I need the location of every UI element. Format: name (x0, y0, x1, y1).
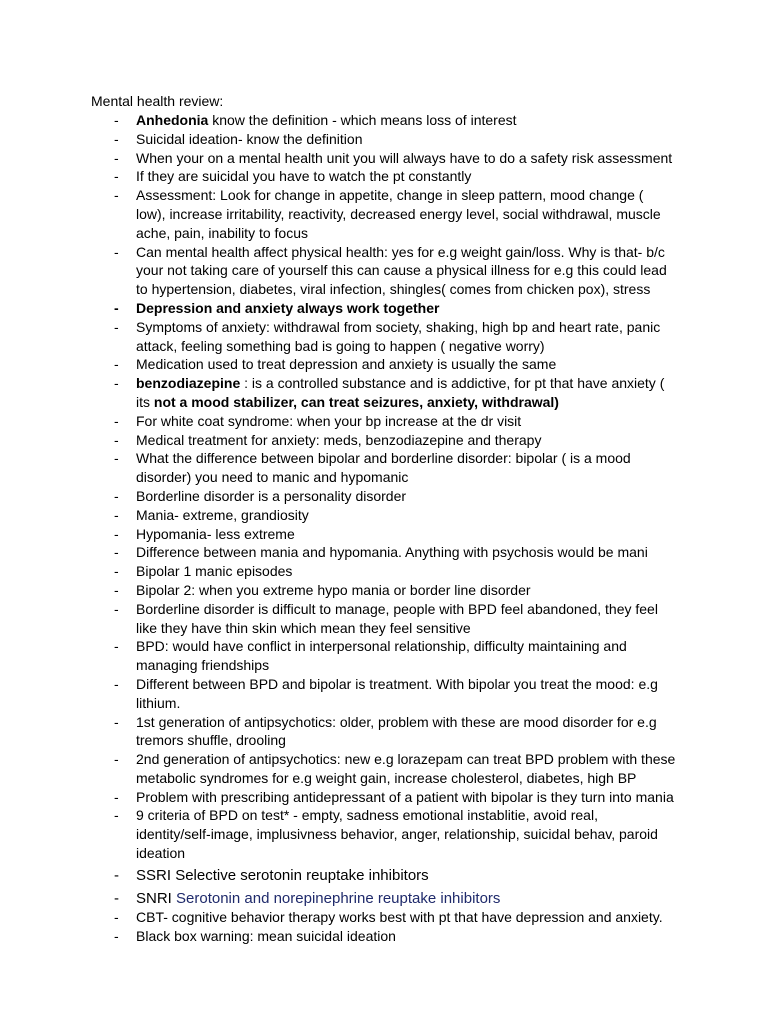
text-run: SSRI (136, 866, 176, 884)
list-item-text (136, 563, 292, 579)
list-item (0, 713, 676, 751)
document-title: Mental health review: (91, 93, 224, 109)
list-item (0, 506, 676, 525)
bullet-dash: - (114, 675, 119, 692)
text-run: benzodiazepine (136, 375, 241, 392)
text-run: 2nd generation of antipsychotics: new e.g lorazepam can treat BPD problem with these metabolic syndromes for e.g weight gain, increase cholesterol, diabetes, high BP (136, 751, 676, 786)
list-item-text (136, 544, 648, 560)
bullet-dash: - (114, 751, 119, 768)
bullet-dash: - (114, 412, 119, 429)
bullet-dash: - (114, 638, 119, 655)
text-run: Assessment: Look for change in appetite, change in sleep pattern, mood change ( low), increase irritability, reactivity, decreased energy level, social withdrawal, muscle ache, pain, inability to focus (136, 187, 661, 241)
text-run: Borderline disorder is a personality disorder (136, 487, 407, 504)
text-run: Different between BPD and bipolar is treatment. With bipolar you treat the mood: e.g lithium. (136, 675, 658, 711)
list-item (0, 130, 676, 149)
bullet-dash: - (114, 544, 119, 561)
bullet-dash: - (114, 889, 119, 907)
text-run: Medication used to treat depression and anxiety is usually the same (136, 356, 557, 373)
text-run: Depression and anxiety always work together (136, 299, 440, 316)
list-item-text (136, 300, 439, 316)
list-item (0, 788, 676, 807)
list-item-text (136, 150, 672, 166)
list-item (0, 867, 676, 886)
text-run: 1st generation of antipsychotics: older, problem with these are mood disorder for e.g tremors shuffle, drooling (136, 713, 657, 749)
list-item-text (136, 507, 309, 523)
bullet-dash: - (114, 788, 119, 805)
list-item-text (136, 807, 658, 861)
list-item-text (136, 450, 631, 485)
list-item-text (136, 488, 406, 504)
text-run: Medical treatment for anxiety: meds, benzodiazepine and therapy (136, 431, 542, 448)
list-item (0, 637, 676, 675)
bullet-dash: - (114, 581, 119, 598)
list-item (0, 186, 676, 242)
text-run: : is a controlled substance and is addictive, for pt that have anxiety ( its (136, 375, 665, 410)
text-run: know the definition - which means loss of interest (208, 112, 517, 128)
list-item (0, 908, 676, 927)
list-item-text (136, 638, 627, 673)
list-item-text (136, 890, 500, 907)
list-item-text (136, 676, 658, 711)
list-item (0, 890, 676, 909)
list-item (0, 581, 676, 600)
bullet-dash: - (114, 563, 119, 580)
list-item (0, 487, 676, 506)
list-item (0, 675, 676, 713)
bullet-dash: - (114, 112, 119, 128)
bullet-dash: - (114, 243, 119, 260)
list-item-text (136, 714, 657, 749)
text-run: BPD: would have conflict in interpersonal relationship, difficulty maintaining and managing friendships (136, 638, 627, 674)
list-item-text (136, 526, 295, 542)
list-item (0, 299, 676, 318)
text-run: Suicidal ideation- know the definition (136, 130, 363, 147)
text-run: Borderline disorder is difficult to manage, people with BPD feel abandoned, they feel like they have thin skin which mean they feel sensitive (136, 600, 658, 636)
list-item (0, 355, 676, 374)
list-item-text (136, 112, 517, 128)
list-item-text (136, 432, 541, 448)
list-item (0, 600, 676, 638)
text-run: Black box warning: mean suicidal ideation (136, 928, 396, 945)
bullet-dash: - (114, 600, 119, 617)
bullet-dash: - (114, 318, 119, 335)
bullet-dash: - (114, 807, 119, 824)
text-run: Bipolar 2: when you extreme hypo mania or border line disorder (136, 581, 531, 598)
text-run: Difference between mania and hypomania. Anything with psychosis would be mani (136, 544, 648, 561)
bullet-dash: - (114, 713, 119, 730)
text-run: Bipolar 1 manic episodes (136, 563, 293, 580)
bullet-dash: - (114, 187, 119, 204)
list-item (0, 318, 676, 356)
bullet-dash: - (114, 356, 119, 373)
bullet-dash: - (114, 130, 119, 147)
text-run: Serotonin and norepinephrine reuptake inhibitors (176, 889, 501, 907)
bullet-dash: - (114, 506, 119, 523)
list-item (0, 167, 676, 186)
list-item (0, 412, 676, 431)
bullet-dash: - (114, 168, 119, 185)
list-item-text (136, 751, 675, 786)
text-run: Mania- extreme, grandiosity (136, 506, 309, 523)
text-run: Problem with prescribing antidepressant of a patient with bipolar is they turn into mania (136, 788, 674, 805)
text-run: CBT- cognitive behavior therapy works best with pt that have depression and anxiety. (136, 909, 663, 926)
list-item-text (136, 187, 661, 241)
list-item-text (136, 909, 663, 925)
list-item (0, 806, 676, 862)
list-item (0, 111, 676, 130)
bullet-dash: - (114, 450, 119, 467)
list-item (0, 562, 676, 581)
list-item (0, 449, 676, 487)
bullet-dash: - (114, 431, 119, 448)
text-run: not a mood stabilizer, can treat seizures, anxiety, withdrawal) (153, 393, 559, 410)
text-run: What the difference between bipolar and borderline disorder: bipolar ( is a mood disorder) you need to manic and hypomanic (136, 450, 631, 486)
bullet-dash: - (114, 299, 119, 316)
list-item-text (136, 168, 471, 184)
list-item (0, 149, 676, 168)
bullet-dash: - (114, 149, 119, 166)
list-item-text (136, 131, 362, 147)
list-item (0, 525, 676, 544)
text-run: Hypomania- less extreme (136, 525, 295, 542)
list-item-text (136, 601, 658, 636)
list-item (0, 243, 676, 299)
list-item-text (136, 867, 429, 884)
bullet-dash: - (114, 525, 119, 542)
text-run: When your on a mental health unit you will always have to do a safety risk assessment (136, 149, 673, 166)
text-run: SNRI (136, 889, 177, 907)
text-run: Symptoms of anxiety: withdrawal from society, shaking, high bp and heart rate, panic attack, feeling something bad is going to happen ( negative worry) (136, 318, 661, 354)
list-item-text (136, 319, 660, 354)
bullet-dash: - (114, 909, 119, 926)
text-run: Anhedonia (136, 112, 209, 128)
list-item (0, 750, 676, 788)
bullet-dash: - (114, 866, 119, 884)
text-run: Can mental health affect physical health: yes for e.g weight gain/loss. Why is that- b/c your not taking care of yourself this can cause a physical illness for e.g this could lead to hypertension, diabetes, viral infection, shingles( comes from chicken pox), stress (136, 243, 667, 298)
text-run: If they are suicidal you have to watch the pt constantly (136, 168, 472, 185)
text-run: 9 criteria of BPD on test* - empty, sadness emotional instablitie, avoid real, identity/self-image, implusivness behavior, anger, relationship, suicidal behav, paroid ideation (136, 807, 658, 862)
list-item (0, 374, 676, 412)
list-item-text (136, 582, 531, 598)
text-run: Selective serotonin reuptake inhibitors (175, 866, 429, 884)
list-item (0, 543, 676, 562)
bullet-dash: - (114, 928, 119, 945)
bullet-list (0, 111, 768, 946)
list-item-text (136, 928, 396, 944)
list-item-text (136, 244, 667, 298)
list-item-text (136, 789, 674, 805)
list-item (0, 431, 676, 450)
text-run: For white coat syndrome: when your bp increase at the dr visit (136, 412, 522, 429)
list-item-text (136, 356, 556, 372)
list-item-text (136, 375, 664, 410)
list-item-text (136, 413, 521, 429)
list-item (0, 927, 676, 946)
bullet-dash: - (114, 487, 119, 504)
bullet-dash: - (114, 375, 119, 392)
